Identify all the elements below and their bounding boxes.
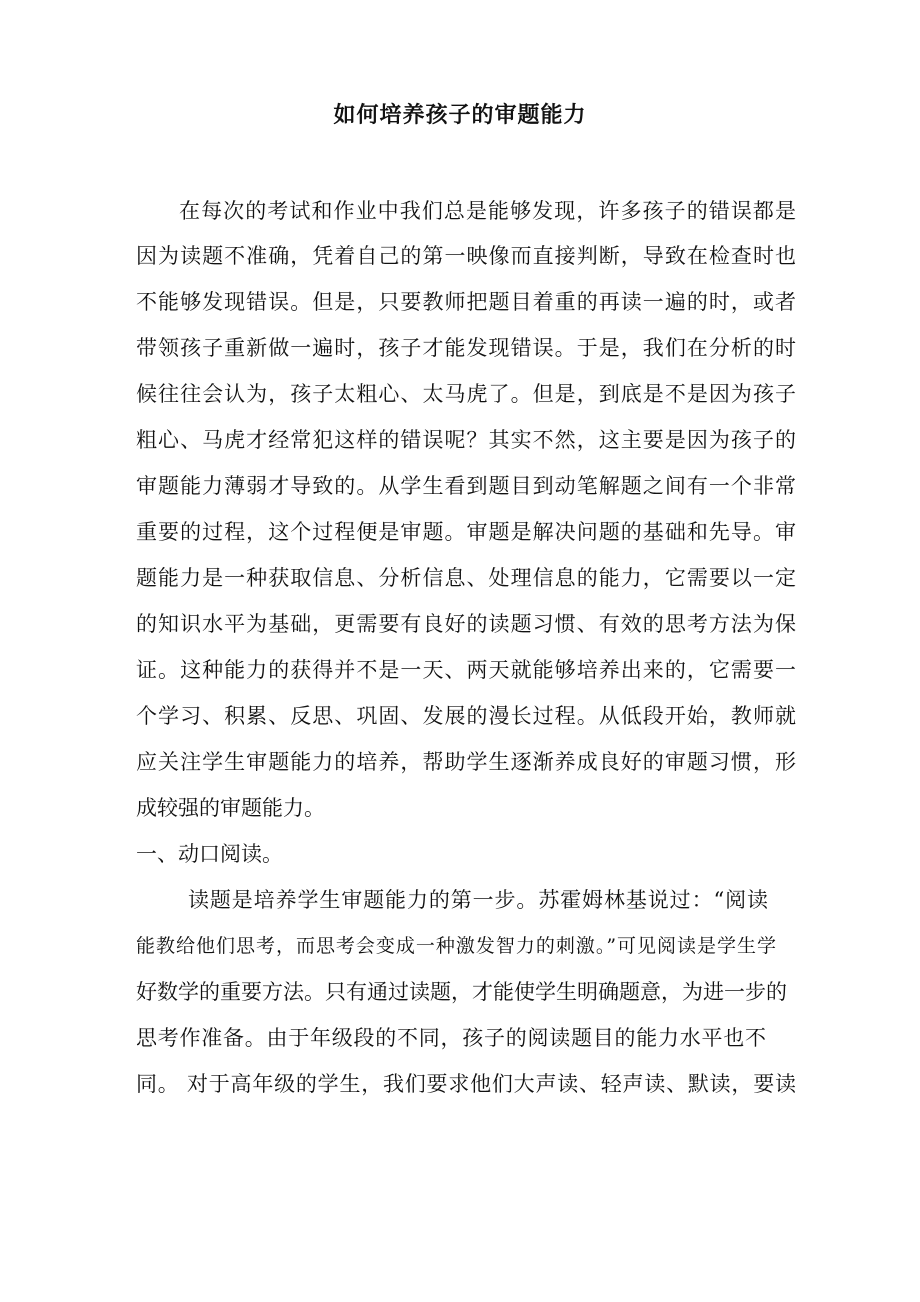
- paragraph-1-line-9: 题能力是一种获取信息、分析信息、处理信息的能力，它需要以一定: [136, 566, 796, 590]
- paragraph-1-line-2: 因为读题不准确，凭着自己的第一映像而直接判断，导致在检查时也: [136, 244, 796, 268]
- paragraph-1-line-1: 在每次的考试和作业中我们总是能够发现，许多孩子的错误都是: [179, 199, 796, 223]
- paragraph-1-line-10: 的知识水平为基础，更需要有良好的读题习惯、有效的思考方法为保: [136, 612, 796, 636]
- paragraph-1-line-5: 候往往会认为，孩子太粗心、太马虎了。但是，到底是不是因为孩子: [136, 382, 796, 406]
- paragraph-2-line-1: 读题是培养学生审题能力的第一步。苏霍姆林基说过：“阅读: [188, 888, 768, 912]
- document-title: 如何培养孩子的审题能力: [333, 103, 587, 128]
- paragraph-1-line-8: 重要的过程，这个过程便是审题。审题是解决问题的基础和先导。审: [136, 520, 796, 544]
- paragraph-2-line-5: 同。 对于高年级的学生，我们要求他们大声读、轻声读、默读，要读: [136, 1072, 796, 1096]
- paragraph-1-line-12: 个学习、积累、反思、巩固、发展的漫长过程。从低段开始，教师就: [136, 704, 796, 728]
- paragraph-1-line-14: 成较强的审题能力。: [136, 796, 325, 820]
- section-1-heading: 一、动口阅读。: [136, 842, 283, 866]
- paragraph-2-line-4: 思考作准备。由于年级段的不同，孩子的阅读题目的能力水平也不: [136, 1026, 766, 1050]
- paragraph-1-line-4: 带领孩子重新做一遍时，孩子才能发现错误。于是，我们在分析的时: [136, 336, 796, 360]
- paragraph-2-line-3: 好数学的重要方法。只有通过读题，才能使学生明确题意，为进一步的: [136, 980, 787, 1004]
- paragraph-1-line-3: 不能够发现错误。但是，只要教师把题目着重的再读一遍的时，或者: [136, 290, 796, 314]
- paragraph-1-line-13: 应关注学生审题能力的培养，帮助学生逐渐养成良好的审题习惯，形: [136, 750, 796, 774]
- paragraph-2-line-2: 能教给他们思考，而思考会变成一种激发智力的刺激。”可见阅读是学生学: [136, 935, 776, 957]
- paragraph-1-line-11: 证。这种能力的获得并不是一天、两天就能够培养出来的，它需要一: [136, 658, 796, 682]
- paragraph-1-line-6: 粗心、马虎才经常犯这样的错误呢？其实不然，这主要是因为孩子的: [136, 428, 796, 452]
- paragraph-1-line-7: 审题能力薄弱才导致的。从学生看到题目到动笔解题之间有一个非常: [136, 474, 796, 498]
